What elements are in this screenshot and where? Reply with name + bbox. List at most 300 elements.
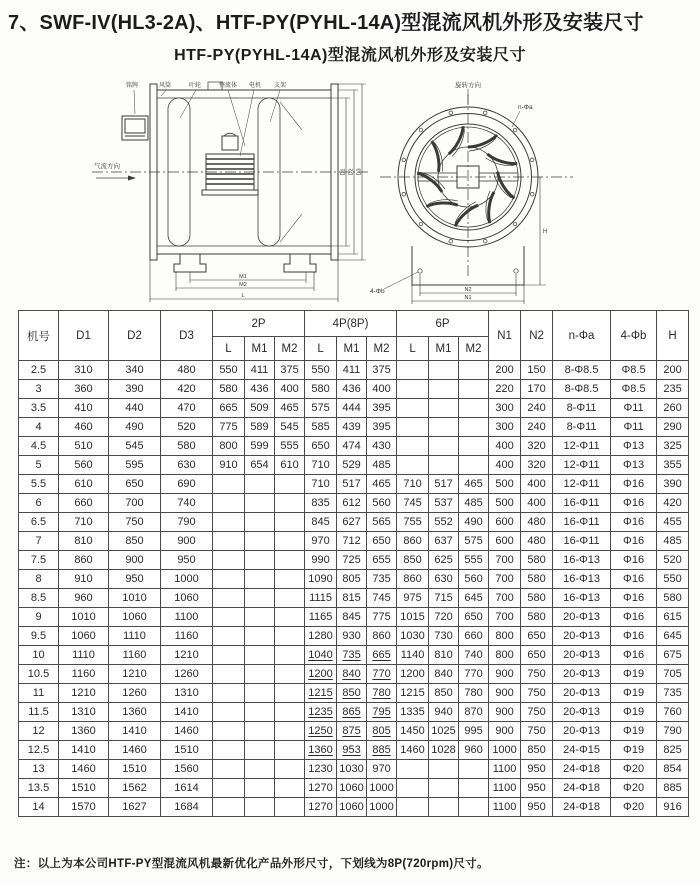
table-cell xyxy=(245,494,275,513)
header-machine-no: 机号 xyxy=(19,311,59,361)
table-cell: 780 xyxy=(367,684,397,703)
table-cell: 1614 xyxy=(161,779,213,798)
table-cell: 520 xyxy=(161,418,213,437)
table-cell: 1000 xyxy=(367,779,397,798)
table-cell: Φ16 xyxy=(611,475,657,494)
table-cell: 710 xyxy=(59,513,109,532)
table-cell: 900 xyxy=(489,684,521,703)
table-cell: 550 xyxy=(657,570,689,589)
table-cell: 840 xyxy=(429,665,459,684)
header-d3: D3 xyxy=(161,311,213,361)
table-cell xyxy=(459,456,489,475)
table-cell: 665 xyxy=(213,399,245,418)
table-cell: 710 xyxy=(305,475,337,494)
table-cell: 10 xyxy=(19,646,59,665)
table-cell: Φ11 xyxy=(611,399,657,418)
table-cell xyxy=(429,418,459,437)
table-cell: 710 xyxy=(397,475,429,494)
table-cell: 325 xyxy=(657,437,689,456)
spec-table-body xyxy=(19,361,689,817)
table-row xyxy=(19,722,689,741)
table-cell: 845 xyxy=(337,608,367,627)
table-cell: 1100 xyxy=(489,779,521,798)
table-cell: 5.5 xyxy=(19,475,59,494)
table-cell: 735 xyxy=(367,570,397,589)
table-cell: 13.5 xyxy=(19,779,59,798)
table-cell: Φ19 xyxy=(611,684,657,703)
table-cell xyxy=(397,399,429,418)
table-cell: 970 xyxy=(305,532,337,551)
table-cell: 16-Φ11 xyxy=(553,513,611,532)
spec-table xyxy=(18,310,689,817)
header-6p-l: L xyxy=(397,337,429,361)
table-cell: 650 xyxy=(109,475,161,494)
table-cell xyxy=(275,513,305,532)
table-cell: 500 xyxy=(489,475,521,494)
table-cell: 790 xyxy=(161,513,213,532)
table-cell: 875 xyxy=(337,722,367,741)
table-cell: 1000 xyxy=(489,741,521,760)
table-cell: 950 xyxy=(161,551,213,570)
table-row xyxy=(19,741,689,760)
airflow-arrow-icon xyxy=(96,176,136,181)
table-cell: 700 xyxy=(109,494,161,513)
table-cell xyxy=(245,684,275,703)
table-cell: 815 xyxy=(337,589,367,608)
table-cell: 1000 xyxy=(161,570,213,589)
table-cell: 1230 xyxy=(305,760,337,779)
table-cell: Φ8.5 xyxy=(611,361,657,380)
table-cell: 720 xyxy=(429,608,459,627)
table-cell xyxy=(245,475,275,494)
table-cell: 1410 xyxy=(161,703,213,722)
table-cell: 560 xyxy=(59,456,109,475)
table-cell: 650 xyxy=(521,627,553,646)
table-cell: 16-Φ13 xyxy=(553,589,611,608)
table-cell: 860 xyxy=(59,551,109,570)
table-cell xyxy=(429,798,459,817)
table-cell: 930 xyxy=(337,627,367,646)
table-cell: 20-Φ13 xyxy=(553,665,611,684)
table-cell xyxy=(397,437,429,456)
table-cell: 950 xyxy=(521,798,553,817)
table-cell: 520 xyxy=(657,551,689,570)
table-cell: 1110 xyxy=(59,646,109,665)
table-cell xyxy=(275,684,305,703)
table-cell: 650 xyxy=(367,532,397,551)
table-cell xyxy=(397,418,429,437)
table-cell xyxy=(397,456,429,475)
table-cell xyxy=(213,684,245,703)
header-4-phi-b: 4-Φb xyxy=(611,311,657,361)
callout-label: 整流体 xyxy=(219,83,238,89)
table-row xyxy=(19,779,689,798)
table-cell: 555 xyxy=(459,551,489,570)
table-cell: 645 xyxy=(657,627,689,646)
table-cell xyxy=(213,551,245,570)
table-cell xyxy=(275,627,305,646)
table-cell: 444 xyxy=(337,399,367,418)
table-cell: 360 xyxy=(59,380,109,399)
table-cell: 910 xyxy=(213,456,245,475)
table-cell: 750 xyxy=(521,665,553,684)
table-cell: 627 xyxy=(337,513,367,532)
table-cell xyxy=(429,779,459,798)
table-cell: 200 xyxy=(489,361,521,380)
table-cell: 615 xyxy=(657,608,689,627)
table-cell: 700 xyxy=(489,570,521,589)
table-cell: 1360 xyxy=(109,703,161,722)
table-cell: 3 xyxy=(19,380,59,399)
table-cell: 1562 xyxy=(109,779,161,798)
table-cell: 490 xyxy=(459,513,489,532)
table-cell: 20-Φ13 xyxy=(553,646,611,665)
table-cell: 580 xyxy=(521,589,553,608)
table-cell: 485 xyxy=(657,532,689,551)
table-cell xyxy=(275,665,305,684)
table-cell: 805 xyxy=(367,722,397,741)
table-cell xyxy=(245,570,275,589)
table-cell: 390 xyxy=(109,380,161,399)
table-cell: 810 xyxy=(429,646,459,665)
table-cell: 665 xyxy=(367,646,397,665)
footnote: 注：以上为本公司HTF-PY型混流风机最新优化产品外形尺寸，下划线为8P(720rpm)尺寸。 xyxy=(14,858,489,870)
table-cell xyxy=(213,627,245,646)
table-row xyxy=(19,684,689,703)
table-cell: 7.5 xyxy=(19,551,59,570)
table-cell xyxy=(213,779,245,798)
table-cell: 320 xyxy=(521,456,553,475)
table-cell: 700 xyxy=(489,589,521,608)
table-cell: 1260 xyxy=(161,665,213,684)
table-cell: 480 xyxy=(521,513,553,532)
table-cell xyxy=(275,798,305,817)
table-cell: 580 xyxy=(521,551,553,570)
table-cell: 1060 xyxy=(337,798,367,817)
table-cell: 1100 xyxy=(489,798,521,817)
table-cell: 1410 xyxy=(59,741,109,760)
table-cell: 637 xyxy=(429,532,459,551)
table-cell: 420 xyxy=(161,380,213,399)
table-cell: 885 xyxy=(367,741,397,760)
table-cell: 235 xyxy=(657,380,689,399)
table-cell xyxy=(245,513,275,532)
foot-holes-label: 4-Φb xyxy=(370,288,385,295)
table-cell: 750 xyxy=(109,513,161,532)
table-cell: 1215 xyxy=(305,684,337,703)
table-cell: 580 xyxy=(305,380,337,399)
table-cell: 400 xyxy=(489,437,521,456)
table-cell: 1030 xyxy=(337,760,367,779)
table-cell: 580 xyxy=(657,589,689,608)
table-cell xyxy=(397,361,429,380)
header-4p-l: L xyxy=(305,337,337,361)
table-cell xyxy=(459,399,489,418)
table-cell: 24-Φ18 xyxy=(553,779,611,798)
table-cell: 1460 xyxy=(397,741,429,760)
table-cell: 589 xyxy=(245,418,275,437)
table-cell: 850 xyxy=(429,684,459,703)
header-6p-m2: M2 xyxy=(459,337,489,361)
table-cell: 599 xyxy=(245,437,275,456)
table-cell: 580 xyxy=(521,608,553,627)
table-cell: 770 xyxy=(367,665,397,684)
header-2p-m2: M2 xyxy=(275,337,305,361)
table-cell: 805 xyxy=(337,570,367,589)
table-cell: Φ19 xyxy=(611,741,657,760)
table-cell: Φ20 xyxy=(611,779,657,798)
table-cell: 400 xyxy=(521,494,553,513)
table-cell: 16-Φ11 xyxy=(553,494,611,513)
table-cell: Φ16 xyxy=(611,646,657,665)
table-row xyxy=(19,513,689,532)
table-cell: 170 xyxy=(521,380,553,399)
header-6p-m1: M1 xyxy=(429,337,459,361)
table-cell: 916 xyxy=(657,798,689,817)
table-cell xyxy=(245,589,275,608)
table-cell: 375 xyxy=(367,361,397,380)
table-cell: 630 xyxy=(161,456,213,475)
table-cell: 545 xyxy=(275,418,305,437)
table-cell: 595 xyxy=(109,456,161,475)
table-cell: 950 xyxy=(109,570,161,589)
table-cell: 6.5 xyxy=(19,513,59,532)
table-cell: Φ20 xyxy=(611,798,657,817)
table-cell: 575 xyxy=(305,399,337,418)
table-cell: 240 xyxy=(521,418,553,437)
table-cell: 14 xyxy=(19,798,59,817)
table-cell: 20-Φ13 xyxy=(553,684,611,703)
table-cell: 485 xyxy=(459,494,489,513)
table-cell: 2.5 xyxy=(19,361,59,380)
table-cell: 760 xyxy=(657,703,689,722)
table-cell: 1160 xyxy=(161,627,213,646)
table-cell: 517 xyxy=(429,475,459,494)
table-cell xyxy=(213,703,245,722)
table-cell: 1627 xyxy=(109,798,161,817)
table-cell: 300 xyxy=(489,418,521,437)
table-cell: Φ16 xyxy=(611,570,657,589)
table-cell: 655 xyxy=(367,551,397,570)
table-cell: 1460 xyxy=(109,741,161,760)
table-cell: 16-Φ11 xyxy=(553,532,611,551)
table-cell: 517 xyxy=(337,475,367,494)
table-cell: 950 xyxy=(521,760,553,779)
table-cell: 1360 xyxy=(305,741,337,760)
table-cell xyxy=(245,532,275,551)
table-cell: 1200 xyxy=(397,665,429,684)
table-cell: 12 xyxy=(19,722,59,741)
table-cell: 960 xyxy=(59,589,109,608)
callout-label: 铭牌 xyxy=(126,83,139,89)
table-cell: 1100 xyxy=(489,760,521,779)
callout-label: 风筒 xyxy=(159,83,172,89)
table-cell: 460 xyxy=(59,418,109,437)
table-cell: 900 xyxy=(489,665,521,684)
table-cell xyxy=(245,798,275,817)
table-cell: 630 xyxy=(429,570,459,589)
table-cell: 24-Φ18 xyxy=(553,798,611,817)
table-cell: Φ8.5 xyxy=(611,380,657,399)
table-cell xyxy=(213,608,245,627)
table-cell: 1250 xyxy=(305,722,337,741)
table-cell: Φ16 xyxy=(611,494,657,513)
table-cell xyxy=(429,361,459,380)
callout-label: 支架 xyxy=(274,83,287,89)
table-cell: 800 xyxy=(213,437,245,456)
table-row xyxy=(19,798,689,817)
table-cell: Φ19 xyxy=(611,665,657,684)
table-cell: 1215 xyxy=(397,684,429,703)
header-4p-m1: M1 xyxy=(337,337,367,361)
table-cell: 300 xyxy=(489,399,521,418)
table-cell: 537 xyxy=(429,494,459,513)
table-cell xyxy=(213,589,245,608)
table-row xyxy=(19,475,689,494)
table-cell: 750 xyxy=(521,703,553,722)
table-cell: 24-Φ18 xyxy=(553,760,611,779)
table-cell: 580 xyxy=(213,380,245,399)
table-cell: 1684 xyxy=(161,798,213,817)
table-cell: 552 xyxy=(429,513,459,532)
table-cell xyxy=(459,760,489,779)
page-subtitle: HTF-PY(PYHL-14A)型混流风机外形及安装尺寸 xyxy=(174,47,526,64)
table-cell: 1460 xyxy=(161,722,213,741)
table-cell: 795 xyxy=(367,703,397,722)
table-cell xyxy=(245,722,275,741)
table-cell: 755 xyxy=(397,513,429,532)
table-cell: 260 xyxy=(657,399,689,418)
table-cell xyxy=(245,646,275,665)
table-cell: 865 xyxy=(337,703,367,722)
table-cell: 900 xyxy=(489,722,521,741)
table-cell xyxy=(213,494,245,513)
table-cell: 1010 xyxy=(109,589,161,608)
table-cell: 1210 xyxy=(109,665,161,684)
table-cell: 20-Φ13 xyxy=(553,627,611,646)
table-cell: 860 xyxy=(397,532,429,551)
table-cell: 1010 xyxy=(59,608,109,627)
table-cell: 400 xyxy=(489,456,521,475)
table-cell: 953 xyxy=(337,741,367,760)
table-row xyxy=(19,703,689,722)
table-cell xyxy=(213,760,245,779)
table-cell xyxy=(245,627,275,646)
table-cell: 400 xyxy=(275,380,305,399)
table-cell: 712 xyxy=(337,532,367,551)
table-cell xyxy=(245,779,275,798)
table-cell xyxy=(275,722,305,741)
table-cell: 850 xyxy=(337,684,367,703)
table-cell: 11.5 xyxy=(19,703,59,722)
table-cell: 660 xyxy=(459,627,489,646)
table-cell: 400 xyxy=(521,475,553,494)
table-cell: 790 xyxy=(657,722,689,741)
table-cell xyxy=(245,665,275,684)
table-cell: 1000 xyxy=(367,798,397,817)
table-cell: 1335 xyxy=(397,703,429,722)
table-cell: 480 xyxy=(521,532,553,551)
table-cell: 610 xyxy=(275,456,305,475)
table-cell xyxy=(213,722,245,741)
table-cell: 465 xyxy=(275,399,305,418)
table-cell: 480 xyxy=(161,361,213,380)
table-cell: 1235 xyxy=(305,703,337,722)
table-row xyxy=(19,627,689,646)
table-cell: 995 xyxy=(459,722,489,741)
table-cell: Φ16 xyxy=(611,551,657,570)
table-cell xyxy=(459,380,489,399)
table-cell: 840 xyxy=(337,665,367,684)
table-cell: 150 xyxy=(521,361,553,380)
table-cell: 960 xyxy=(459,741,489,760)
table-row xyxy=(19,760,689,779)
table-cell: 9.5 xyxy=(19,627,59,646)
table-cell: 560 xyxy=(367,494,397,513)
table-cell: 420 xyxy=(657,494,689,513)
table-cell: 455 xyxy=(657,513,689,532)
table-cell: Φ19 xyxy=(611,703,657,722)
table-cell: 580 xyxy=(521,570,553,589)
table-row xyxy=(19,646,689,665)
table-cell: 9 xyxy=(19,608,59,627)
header-4p-m2: M2 xyxy=(367,337,397,361)
table-row xyxy=(19,456,689,475)
table-cell: 1270 xyxy=(305,779,337,798)
table-cell: Φ16 xyxy=(611,627,657,646)
table-cell: 10.5 xyxy=(19,665,59,684)
table-cell: 735 xyxy=(337,646,367,665)
table-row xyxy=(19,589,689,608)
rotation-label: 旋转方向 xyxy=(455,82,481,89)
table-cell xyxy=(275,760,305,779)
table-cell: Φ16 xyxy=(611,532,657,551)
header-d2: D2 xyxy=(109,311,161,361)
table-cell: 6 xyxy=(19,494,59,513)
table-cell: 430 xyxy=(367,437,397,456)
table-cell: 850 xyxy=(109,532,161,551)
table-cell: Φ20 xyxy=(611,760,657,779)
table-cell xyxy=(275,608,305,627)
table-cell: 395 xyxy=(367,399,397,418)
table-cell: 465 xyxy=(459,475,489,494)
table-cell: 375 xyxy=(275,361,305,380)
table-row xyxy=(19,418,689,437)
table-cell: 555 xyxy=(275,437,305,456)
side-view-drawing xyxy=(88,78,373,308)
table-cell xyxy=(429,760,459,779)
table-cell: 585 xyxy=(305,418,337,437)
header-group-6p: 6P xyxy=(397,311,489,337)
table-cell: 1510 xyxy=(161,741,213,760)
table-cell: 1165 xyxy=(305,608,337,627)
table-cell: 900 xyxy=(109,551,161,570)
table-cell: 1200 xyxy=(305,665,337,684)
table-cell: 550 xyxy=(305,361,337,380)
table-cell: 1040 xyxy=(305,646,337,665)
table-cell: Φ13 xyxy=(611,456,657,475)
table-cell: 730 xyxy=(429,627,459,646)
table-cell: 1100 xyxy=(161,608,213,627)
table-cell xyxy=(213,475,245,494)
table-cell: 310 xyxy=(59,361,109,380)
table-cell: 940 xyxy=(429,703,459,722)
table-cell: 845 xyxy=(305,513,337,532)
table-cell: 1360 xyxy=(59,722,109,741)
table-cell: Φ13 xyxy=(611,437,657,456)
table-cell: 1510 xyxy=(59,779,109,798)
table-cell: 8-Φ8.5 xyxy=(553,361,611,380)
